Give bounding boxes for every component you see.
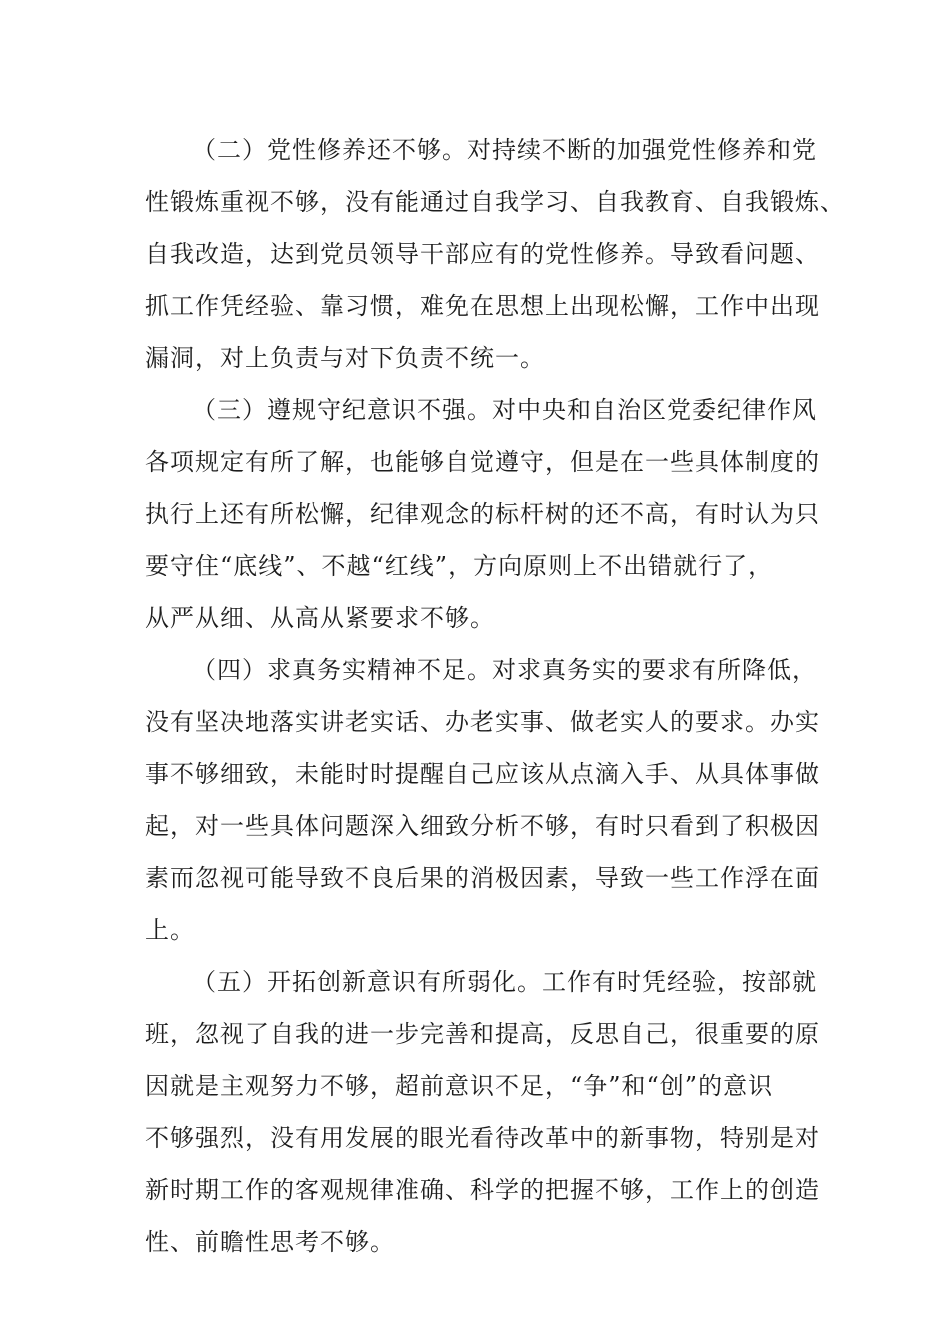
paragraph-3-line-3: 执行上还有所松懈，纪律观念的标杆树的还不高，有时认为只 — [145, 500, 820, 528]
paragraph-3-line-2: 各项规定有所了解，也能够自觉遵守，但是在一些具体制度的 — [145, 448, 820, 476]
paragraph-2-line-1: （二）党性修养还不够。对持续不断的加强党性修养和党 — [192, 136, 817, 164]
paragraph-4-line-5: 素而忽视可能导致不良后果的消极因素，导致一些工作浮在面 — [145, 864, 820, 892]
paragraph-5-line-1: （五）开拓创新意识有所弱化。工作有时凭经验，按部就 — [192, 968, 817, 996]
paragraph-4-line-2: 没有坚决地落实讲老实话、办老实事、做老实人的要求。办实 — [145, 708, 820, 736]
paragraph-5-line-4: 不够强烈，没有用发展的眼光看待改革中的新事物，特别是对 — [145, 1124, 820, 1152]
paragraph-2-line-3: 自我改造，达到党员领导干部应有的党性修养。导致看问题、 — [145, 240, 820, 268]
paragraph-4-line-6: 上。 — [145, 916, 195, 944]
paragraph-2-line-2: 性锻炼重视不够，没有能通过自我学习、自我教育、自我锻炼、 — [145, 188, 845, 216]
paragraph-4-line-4: 起，对一些具体问题深入细致分析不够，有时只看到了积极因 — [145, 812, 820, 840]
paragraph-4-line-1: （四）求真务实精神不足。对求真务实的要求有所降低， — [192, 656, 817, 684]
paragraph-3-line-5: 从严从细、从高从紧要求不够。 — [145, 604, 495, 632]
paragraph-5-line-2: 班，忽视了自我的进一步完善和提高，反思自己，很重要的原 — [145, 1020, 820, 1048]
paragraph-5-line-6: 性、前瞻性思考不够。 — [145, 1228, 395, 1256]
paragraph-5-line-5: 新时期工作的客观规律准确、科学的把握不够，工作上的创造 — [145, 1176, 820, 1204]
paragraph-2-line-5: 漏洞，对上负责与对下负责不统一。 — [145, 344, 545, 372]
paragraph-3-line-1: （三）遵规守纪意识不强。对中央和自治区党委纪律作风 — [192, 396, 817, 424]
paragraph-2-line-4: 抓工作凭经验、靠习惯，难免在思想上出现松懈，工作中出现 — [145, 292, 820, 320]
paragraph-5-line-3: 因就是主观努力不够，超前意识不足，“争”和“创”的意识 — [145, 1072, 774, 1100]
paragraph-3-line-4: 要守住“底线”、不越“红线”，方向原则上不出错就行了， — [145, 552, 774, 580]
paragraph-4-line-3: 事不够细致，未能时时提醒自己应该从点滴入手、从具体事做 — [145, 760, 820, 788]
